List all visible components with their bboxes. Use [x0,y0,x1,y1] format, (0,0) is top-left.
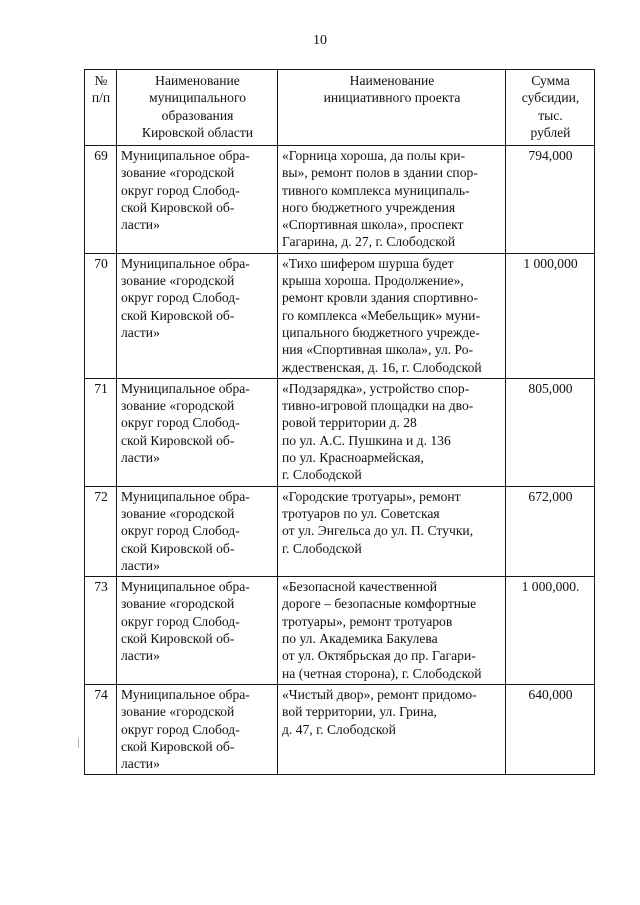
row-number: 69 [85,146,117,254]
table-row [85,486,595,576]
row-project: «Тихо шифером шурша будет крыша хороша. Продолжение», ремонт кровли здания спортивно- го комплекса «Мебельщик» муни- ципального бюджетного учрежде- ния «Спортивная школа», ул. Ро- ждественская, д. 16, г. Слободской [278,253,506,378]
row-municipality: Муниципальное обра- зование «городской округ город Слобод- ской Кировской об- ласти» [117,577,278,685]
header-municipality: Наименование муниципального образования Кировской области [117,70,278,146]
row-project: «Подзарядка», устройство спор- тивно-игровой площадки на дво- ровой территории д. 28 по ул. А.С. Пушкина и д. 136 по ул. Красноармейская, г. Слободской [278,378,506,486]
table-row [85,684,595,774]
header-number: № п/п [85,70,117,146]
row-subsidy-sum: 805,000 [506,378,595,486]
table-row [85,253,595,378]
row-project: «Горница хороша, да полы кри- вы», ремонт полов в здании спор- тивного комплекса муниципаль- ного бюджетного учреждения «Спортивная школа», проспект Гагарина, д. 27, г. Слободской [278,146,506,254]
row-municipality: Муниципальное обра- зование «городской округ город Слобод- ской Кировской об- ласти» [117,146,278,254]
header-subsidy-sum: Сумма субсидии, тыс. рублей [506,70,595,146]
table-row [85,577,595,685]
row-subsidy-sum: 794,000 [506,146,595,254]
margin-mark [78,738,79,748]
row-subsidy-sum: 1 000,000. [506,577,595,685]
row-project: «Городские тротуары», ремонт тротуаров по ул. Советская от ул. Энгельса до ул. П. Стучки, г. Слободской [278,486,506,576]
header-project: Наименование инициативного проекта [278,70,506,146]
row-municipality: Муниципальное обра- зование «городской округ город Слобод- ской Кировской об- ласти» [117,486,278,576]
row-project: «Безопасной качественной дороге – безопасные комфортные тротуары», ремонт тротуаров по ул. Академика Бакулева от ул. Октябрьская до пр. Гагари- на (четная сторона), г. Слободской [278,577,506,685]
table-header-row [85,70,595,146]
row-number: 71 [85,378,117,486]
table-row [85,146,595,254]
row-number: 72 [85,486,117,576]
row-municipality: Муниципальное обра- зование «городской округ город Слобод- ской Кировской об- ласти» [117,378,278,486]
row-number: 70 [85,253,117,378]
row-number: 73 [85,577,117,685]
row-subsidy-sum: 640,000 [506,684,595,774]
row-municipality: Муниципальное обра- зование «городской округ город Слобод- ской Кировской об- ласти» [117,253,278,378]
page-number: 10 [313,33,327,48]
row-project: «Чистый двор», ремонт придомо- вой территории, ул. Грина, д. 47, г. Слободской [278,684,506,774]
table-row [85,378,595,486]
row-subsidy-sum: 672,000 [506,486,595,576]
row-municipality: Муниципальное обра- зование «городской округ город Слобод- ской Кировской об- ласти» [117,684,278,774]
row-subsidy-sum: 1 000,000 [506,253,595,378]
row-number: 74 [85,684,117,774]
subsidy-table [84,69,595,775]
